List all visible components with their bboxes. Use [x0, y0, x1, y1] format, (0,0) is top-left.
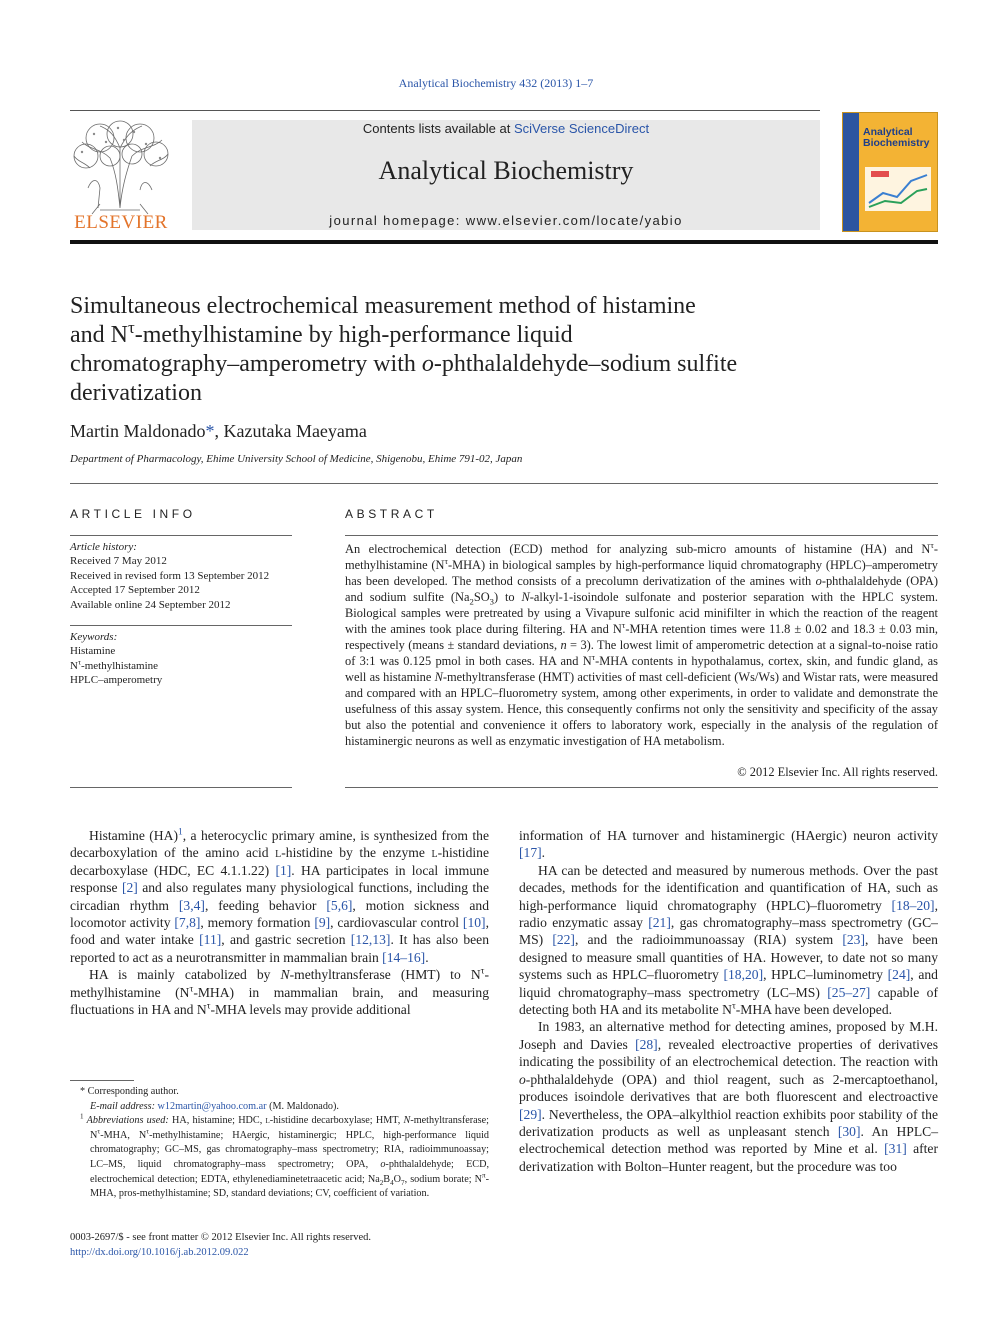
date-received: Received 7 May 2012 — [70, 555, 167, 568]
citation-link[interactable]: [31] — [884, 1141, 907, 1157]
citation-link[interactable]: [18,20] — [723, 967, 764, 983]
citation-link[interactable]: [29] — [519, 1106, 542, 1122]
citation-link[interactable]: [2] — [121, 880, 138, 896]
footnote-rule — [70, 1080, 134, 1081]
abstract-heading: ABSTRACT — [345, 507, 438, 521]
abstract-bottom-rule — [345, 787, 938, 788]
citation-link[interactable]: [18–20] — [891, 897, 935, 913]
paragraph: Histamine (HA)$^1$, a heterocyclic primary amine, is synthesized from the decarboxylation of the amino acid l-histidine by the enzyme l-histidine decarboxylase (HDC, EC 4.1.1.22) [1]. HA participates in local immune response [2] and also regulates many physiological functions, including the circadian rhythm [3,4], feeding behavior [5,6], motion sickness and locomotor activity [7,8], memory formation [9], cardiovascular control [10], food and water intake [11], and gastric secretion [12,13]. It has also been reported to act as a neurotransmitter in mammalian brain [14–16]. — [70, 827, 489, 965]
email-link[interactable]: w12martin@yahoo.com.ar — [157, 1100, 267, 1112]
citation-link[interactable]: [23] — [842, 932, 865, 948]
corresponding-author-marker[interactable]: * — [205, 421, 215, 441]
keywords-rule — [70, 787, 292, 788]
date-online: Available online 24 September 2012 — [70, 598, 231, 611]
citation-link[interactable]: [5,6] — [326, 897, 353, 913]
date-revised: Received in revised form 13 September 2012 — [70, 569, 270, 582]
masthead-top-rule — [70, 110, 820, 111]
journal-title: Analytical Biochemistry — [378, 156, 634, 185]
keyword: HPLC–amperometry — [70, 674, 163, 687]
author-maldonado: Martin Maldonado — [70, 421, 206, 441]
homepage-url[interactable]: www.elsevier.com/locate/yabio — [465, 213, 683, 228]
journal-reference[interactable]: Analytical Biochemistry 432 (2013) 1–7 — [398, 76, 594, 90]
citation-link[interactable]: [28] — [635, 1036, 658, 1052]
citation-link[interactable]: [25–27] — [827, 984, 871, 1000]
cover-band — [843, 113, 859, 232]
citation-link[interactable]: [22] — [552, 932, 575, 948]
keywords: Keywords: Histamine $N^\tau$-methylhistamine HPLC–amperometry — [70, 630, 292, 688]
date-accepted: Accepted 17 September 2012 — [70, 584, 200, 597]
footnote-link[interactable]: 1 — [177, 827, 183, 838]
journal-cover-thumbnail — [842, 112, 938, 232]
history-rule — [70, 625, 292, 626]
issn-line: 0003-2697/$ - see front matter © 2012 Elsevier Inc. All rights reserved. — [70, 1232, 372, 1243]
keyword: Histamine — [70, 645, 116, 658]
front-matter-info — [70, 1231, 371, 1260]
citation-link[interactable]: [7,8] — [174, 915, 201, 931]
footnote-email: E-mail address: w12martin@yahoo.com.ar (M. Maldonado). — [90, 1100, 339, 1112]
citation-link[interactable]: [9] — [314, 915, 331, 931]
article-title: Simultaneous electrochemical measurement method of histamine and $N^\tau$-methylhistamine by high-performance liquid chromatography–amperometry with o-phthalaldehyde–sodium sulfite derivatization — [70, 293, 738, 406]
citation-link[interactable]: [1] — [275, 862, 292, 878]
article-info-heading: ARTICLE INFO — [70, 507, 196, 521]
citation-link[interactable]: [14–16] — [382, 949, 426, 965]
keyword: $N^\tau$-methylhistamine — [70, 657, 159, 672]
paragraph-continued: information of HA turnover and histaminergic (HAergic) neuron activity [17]. — [519, 828, 938, 861]
author-list: Martin Maldonado*, Kazutaka Maeyama — [70, 421, 367, 441]
body-column-right — [519, 827, 938, 1175]
citation-link[interactable]: [12,13] — [350, 932, 391, 948]
article-history: Article history: Received 7 May 2012 Received in revised form 13 September 2012 Accepted 17 September 2012 Available online 24 September 2012 — [70, 540, 292, 612]
author-maeyama: Kazutaka Maeyama — [223, 421, 367, 441]
abstract-copyright: © 2012 Elsevier Inc. All rights reserved. — [737, 765, 938, 779]
citation-link[interactable]: [30] — [837, 1123, 861, 1139]
footnotes — [70, 1085, 489, 1202]
cover-title: Analytical Biochemistry — [863, 126, 930, 149]
citation-link[interactable]: [21] — [648, 915, 671, 931]
citation-link[interactable]: [11] — [199, 932, 222, 948]
cover-figure — [863, 163, 933, 215]
affiliation-rule — [70, 483, 938, 484]
paragraph: In 1983, an alternative method for detecting amines, proposed by M.H. Joseph and Davies [28], revealed electroactive properties of derivatives indicating the possibility of an electrochemical detection. The reaction with o-phthalaldehyde (OPA) and thiol reagent, such as 2-mercaptoethanol, produces isoindole derivatives that are both fluorescent and electroactive [29]. Nevertheless, the OPA–alkylthiol reaction exhibits poor stability of the derivatization products as well as unpleasant stench [30]. An HPLC–electrochemical detection method was reported by Mine et al. [31] after derivatization with Bolton–Hunter reagent, but the procedure was too — [519, 1019, 939, 1174]
contents-line: Contents lists available at SciVerse ScienceDirect — [362, 121, 650, 136]
citation-link[interactable]: [10] — [462, 915, 486, 931]
affiliation: Department of Pharmacology, Ehime University School of Medicine, Shigenobu, Ehime 791-02, Japan — [70, 453, 523, 465]
sciencedirect-link[interactable]: SciVerse ScienceDirect — [513, 121, 650, 136]
journal-homepage: journal homepage: www.elsevier.com/locate/yabio — [329, 213, 683, 228]
citation-link[interactable]: [24] — [887, 967, 911, 983]
footnote-abbreviations: $^1$ Abbreviations used: HA, histamine; HDC, l-histidine decarboxylase; HMT, N-methyltransferase; $N^\tau$-MHA, $N^\tau$-methylhistamine; HAergic, histaminergic; HPLC, high-performance liquid chromatography; GC–MS, gas chromatography–mass spectrometry; RIA, radioimmunoassay; LC–MS, liquid chromatography–mass spectrometry; OPA, o-phthalaldehyde; ECD, electrochemical detection; EDTA, ethylenediaminetetraacetic acid; $Na_2B_4O_7$, sodium borate; $N^\pi$-MHA, pros-methylhistamine; SD, standard deviations; CV, coefficient of variation. — [80, 1112, 489, 1200]
body-column-left — [70, 827, 489, 1018]
doi-link[interactable]: http://dx.doi.org/10.1016/j.ab.2012.09.022 — [70, 1246, 249, 1258]
citation-link[interactable]: [3,4] — [178, 897, 205, 913]
paragraph: HA is mainly catabolized by N-methyltransferase (HMT) to $N^\tau$-methylhistamine $(N^\tau-MHA)$ in mammalian brain, and measuring fluctuations in HA and $N^\tau$-MHA levels may provide additional — [70, 966, 489, 1018]
article-info-rule — [70, 535, 292, 536]
citation-link[interactable]: [17] — [519, 845, 542, 861]
paragraph: HA can be detected and measured by numerous methods. Over the past decades, methods for the identification and quantification of HA, such as high-performance liquid chromatography (HPLC)–fluorometry [18–20], radio enzymatic assay [21], gas chromatography–mass spectrometry (GC–MS) [22], and the radioimmunoassay (RIA) system [23], have been designed to measure small quantities of HA. However, to date not so many systems such as HPLC–fluorometry [18,20], HPLC–luminometry [24], and liquid chromatography–mass spectrometry (LC–MS) [25–27] capable of detecting both HA and its metabolite $N^\tau$-MHA have been developed. — [519, 862, 938, 1018]
abstract-rule — [345, 535, 938, 536]
abstract-text: An electrochemical detection (ECD) method for analyzing sub-micro amounts of histamine (HA) and $N^\tau$-methylhistamine $(N^\tau-MHA)$ in biological samples by high-performance liquid chromatography (HPLC)–amperometry has been developed. The method consists of a precolumn derivatization of the amines with o-phthalaldehyde (OPA) and sodium sulfite $(Na_2SO_3)$ to N-alkyl-1-isoindole sulfonate and posterior separation with the HPLC system. Biological samples were pretreated by using a Vivapure sulfonic acid minifilter in which the reaction of the reagent with the amines took place during filtering. HA and $N^\tau$-MHA retention times were 11.8 ± 0.02 and 18.3 ± 0.03 min, respectively (means ± standard deviations, n = 3). The lowest limit of amperometric detection at a signal-to-noise ratio of 3:1 was 0.125 pmol in both cases. HA and $N^\tau$-MHA contents in hypothalamus, cortex, skin, and fundic gland, as well as histamine N-methyltransferase (HMT) activities of mast cell-deficient (Ws/Ws) and Wistar rats, were measured and compared with an HPLC–fluorometry system, among other experiments, in order to validate and demonstrate the usefulness of this assay system. Hence, this consequently confirms not only the sensitivity and specificity of the assay but also the potential and convenience it offers to laboratory work, especially in the analysis of the regulation of histaminergic neurons as well as enzymatic investigation of HA metabolism. — [345, 539, 939, 748]
masthead-thick-rule — [70, 240, 938, 244]
footnote-corresponding: * Corresponding author. — [80, 1086, 179, 1097]
elsevier-wordmark: ELSEVIER — [74, 212, 168, 233]
